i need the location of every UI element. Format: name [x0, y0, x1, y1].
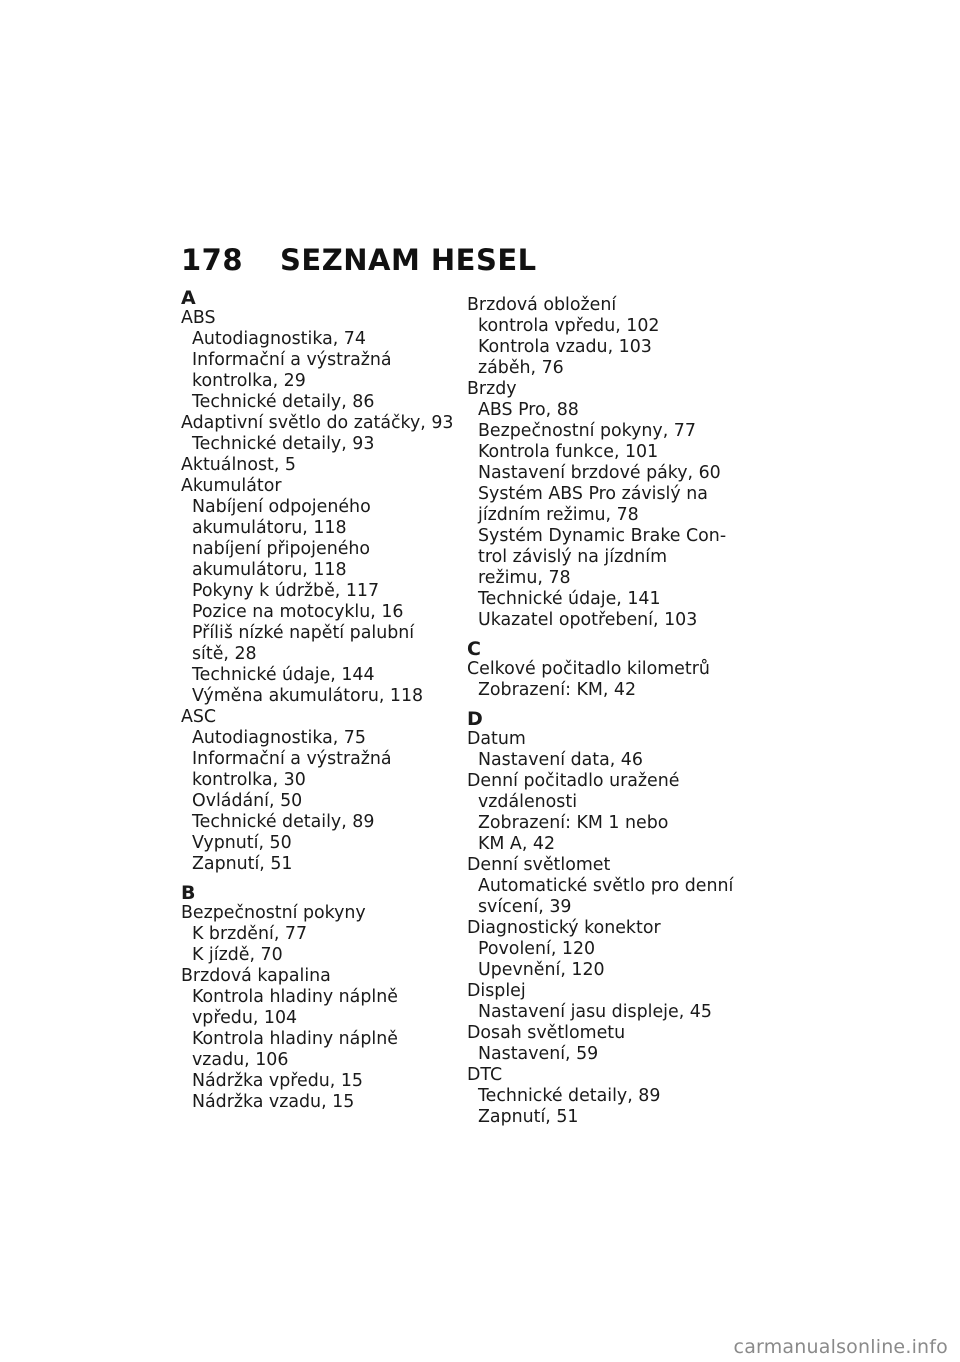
index-subentry-continuation: vpředu, 104	[192, 1008, 298, 1028]
index-subentry-continuation: trol závislý na jízdním	[478, 547, 668, 567]
index-entry: Adaptivní světlo do zatáčky, 93	[181, 413, 454, 433]
index-subentry: Kontrola funkce, 101	[478, 442, 659, 462]
index-subentry: Technické detaily, 86	[192, 392, 375, 412]
index-subentry: Autodiagnostika, 74	[192, 329, 366, 349]
index-column-left	[181, 288, 471, 1113]
index-letter-heading: C	[467, 638, 481, 660]
index-subentry: Pokyny k údržbě, 117	[192, 581, 380, 601]
index-subentry: Povolení, 120	[478, 939, 596, 959]
index-subentry-continuation: akumulátoru, 118	[192, 518, 347, 538]
index-subentry: Nastavení brzdové páky, 60	[478, 463, 721, 483]
index-subentry: Autodiagnostika, 75	[192, 728, 366, 748]
index-subentry-continuation: kontrolka, 29	[192, 371, 306, 391]
index-subentry: K brzdění, 77	[192, 924, 308, 944]
index-entry: Brzdová kapalina	[181, 966, 331, 986]
index-subentry: Automatické světlo pro denní	[478, 876, 734, 896]
index-subentry: Nastavení, 59	[478, 1044, 599, 1064]
page-header	[181, 243, 537, 277]
index-subentry: Pozice na motocyklu, 16	[192, 602, 404, 622]
index-entry: DTC	[467, 1065, 503, 1085]
index-letter-heading: A	[181, 287, 196, 309]
index-entry: Akumulátor	[181, 476, 282, 496]
index-entry: Brzdy	[467, 379, 517, 399]
page-title: SEZNAM HESEL	[280, 243, 537, 277]
index-entry: Denní světlomet	[467, 855, 611, 875]
index-subentry: nabíjení připojeného	[192, 539, 371, 559]
page-number: 178	[181, 243, 244, 277]
index-subentry-continuation: kontrolka, 30	[192, 770, 306, 790]
index-subentry: K jízdě, 70	[192, 945, 283, 965]
index-entry: Diagnostický konektor	[467, 918, 661, 938]
index-subentry-continuation: sítě, 28	[192, 644, 257, 664]
index-subentry: Kontrola hladiny náplně	[192, 987, 398, 1007]
watermark: carmanualsonline.info	[733, 1336, 948, 1358]
index-letter-heading: B	[181, 882, 196, 904]
index-subentry: Upevnění, 120	[478, 960, 605, 980]
index-subentry-continuation: režimu, 78	[478, 568, 571, 588]
index-subentry: Informační a výstražná	[192, 749, 392, 769]
index-subentry: Technické detaily, 93	[192, 434, 375, 454]
index-subentry-continuation: vzadu, 106	[192, 1050, 289, 1070]
index-subentry: Příliš nízké napětí palubní	[192, 623, 415, 643]
index-subentry: Technické detaily, 89	[192, 812, 375, 832]
index-subentry: Výměna akumulátoru, 118	[192, 686, 424, 706]
index-subentry: Zapnutí, 51	[192, 854, 293, 874]
index-entry: Aktuálnost, 5	[181, 455, 296, 475]
index-subentry: Nádržka vpředu, 15	[192, 1071, 363, 1091]
index-entry: Displej	[467, 981, 526, 1001]
index-subentry: Zobrazení: KM, 42	[478, 680, 637, 700]
index-entry: ASC	[181, 707, 217, 727]
index-subentry: Nádržka vzadu, 15	[192, 1092, 355, 1112]
index-subentry: Nastavení jasu displeje, 45	[478, 1002, 712, 1022]
index-subentry: Technické údaje, 141	[478, 589, 661, 609]
index-subentry: Ovládání, 50	[192, 791, 303, 811]
index-entry: ABS	[181, 308, 216, 328]
index-subentry: Nastavení data, 46	[478, 750, 643, 770]
index-subentry-continuation: jízdním režimu, 78	[478, 505, 639, 525]
index-entry: Datum	[467, 729, 526, 749]
index-subentry: Informační a výstražná	[192, 350, 392, 370]
index-letter-heading: D	[467, 708, 483, 730]
index-entry: Dosah světlometu	[467, 1023, 626, 1043]
index-subentry: Bezpečnostní pokyny, 77	[478, 421, 696, 441]
index-entry: Denní počitadlo uražené	[467, 771, 680, 791]
index-subentry: Kontrola hladiny náplně	[192, 1029, 398, 1049]
index-subentry: Zobrazení: KM 1 nebo	[478, 813, 669, 833]
index-subentry: Nabíjení odpojeného	[192, 497, 371, 517]
index-subentry: Zapnutí, 51	[478, 1107, 579, 1127]
index-subentry-continuation: KM A, 42	[478, 834, 556, 854]
index-entry: Bezpečnostní pokyny	[181, 903, 366, 923]
index-subentry: kontrola vpředu, 102	[478, 316, 660, 336]
index-entry: Celkové počitadlo kilometrů	[467, 659, 710, 679]
index-subentry: Kontrola vzadu, 103	[478, 337, 652, 357]
index-subentry: ABS Pro, 88	[478, 400, 579, 420]
index-entry: Brzdová obložení	[467, 295, 617, 315]
index-subentry: Technické detaily, 89	[478, 1086, 661, 1106]
index-subentry-continuation: akumulátoru, 118	[192, 560, 347, 580]
index-subentry: záběh, 76	[478, 358, 564, 378]
index-subentry: Ukazatel opotřebení, 103	[478, 610, 698, 630]
index-subentry: Technické údaje, 144	[192, 665, 375, 685]
index-subentry: Systém ABS Pro závislý na	[478, 484, 708, 504]
index-subentry-continuation: vzdálenosti	[478, 792, 578, 812]
index-column-right	[467, 295, 757, 1128]
index-subentry: Systém Dynamic Brake Con-	[478, 526, 727, 546]
index-subentry-continuation: svícení, 39	[478, 897, 572, 917]
index-subentry: Vypnutí, 50	[192, 833, 292, 853]
